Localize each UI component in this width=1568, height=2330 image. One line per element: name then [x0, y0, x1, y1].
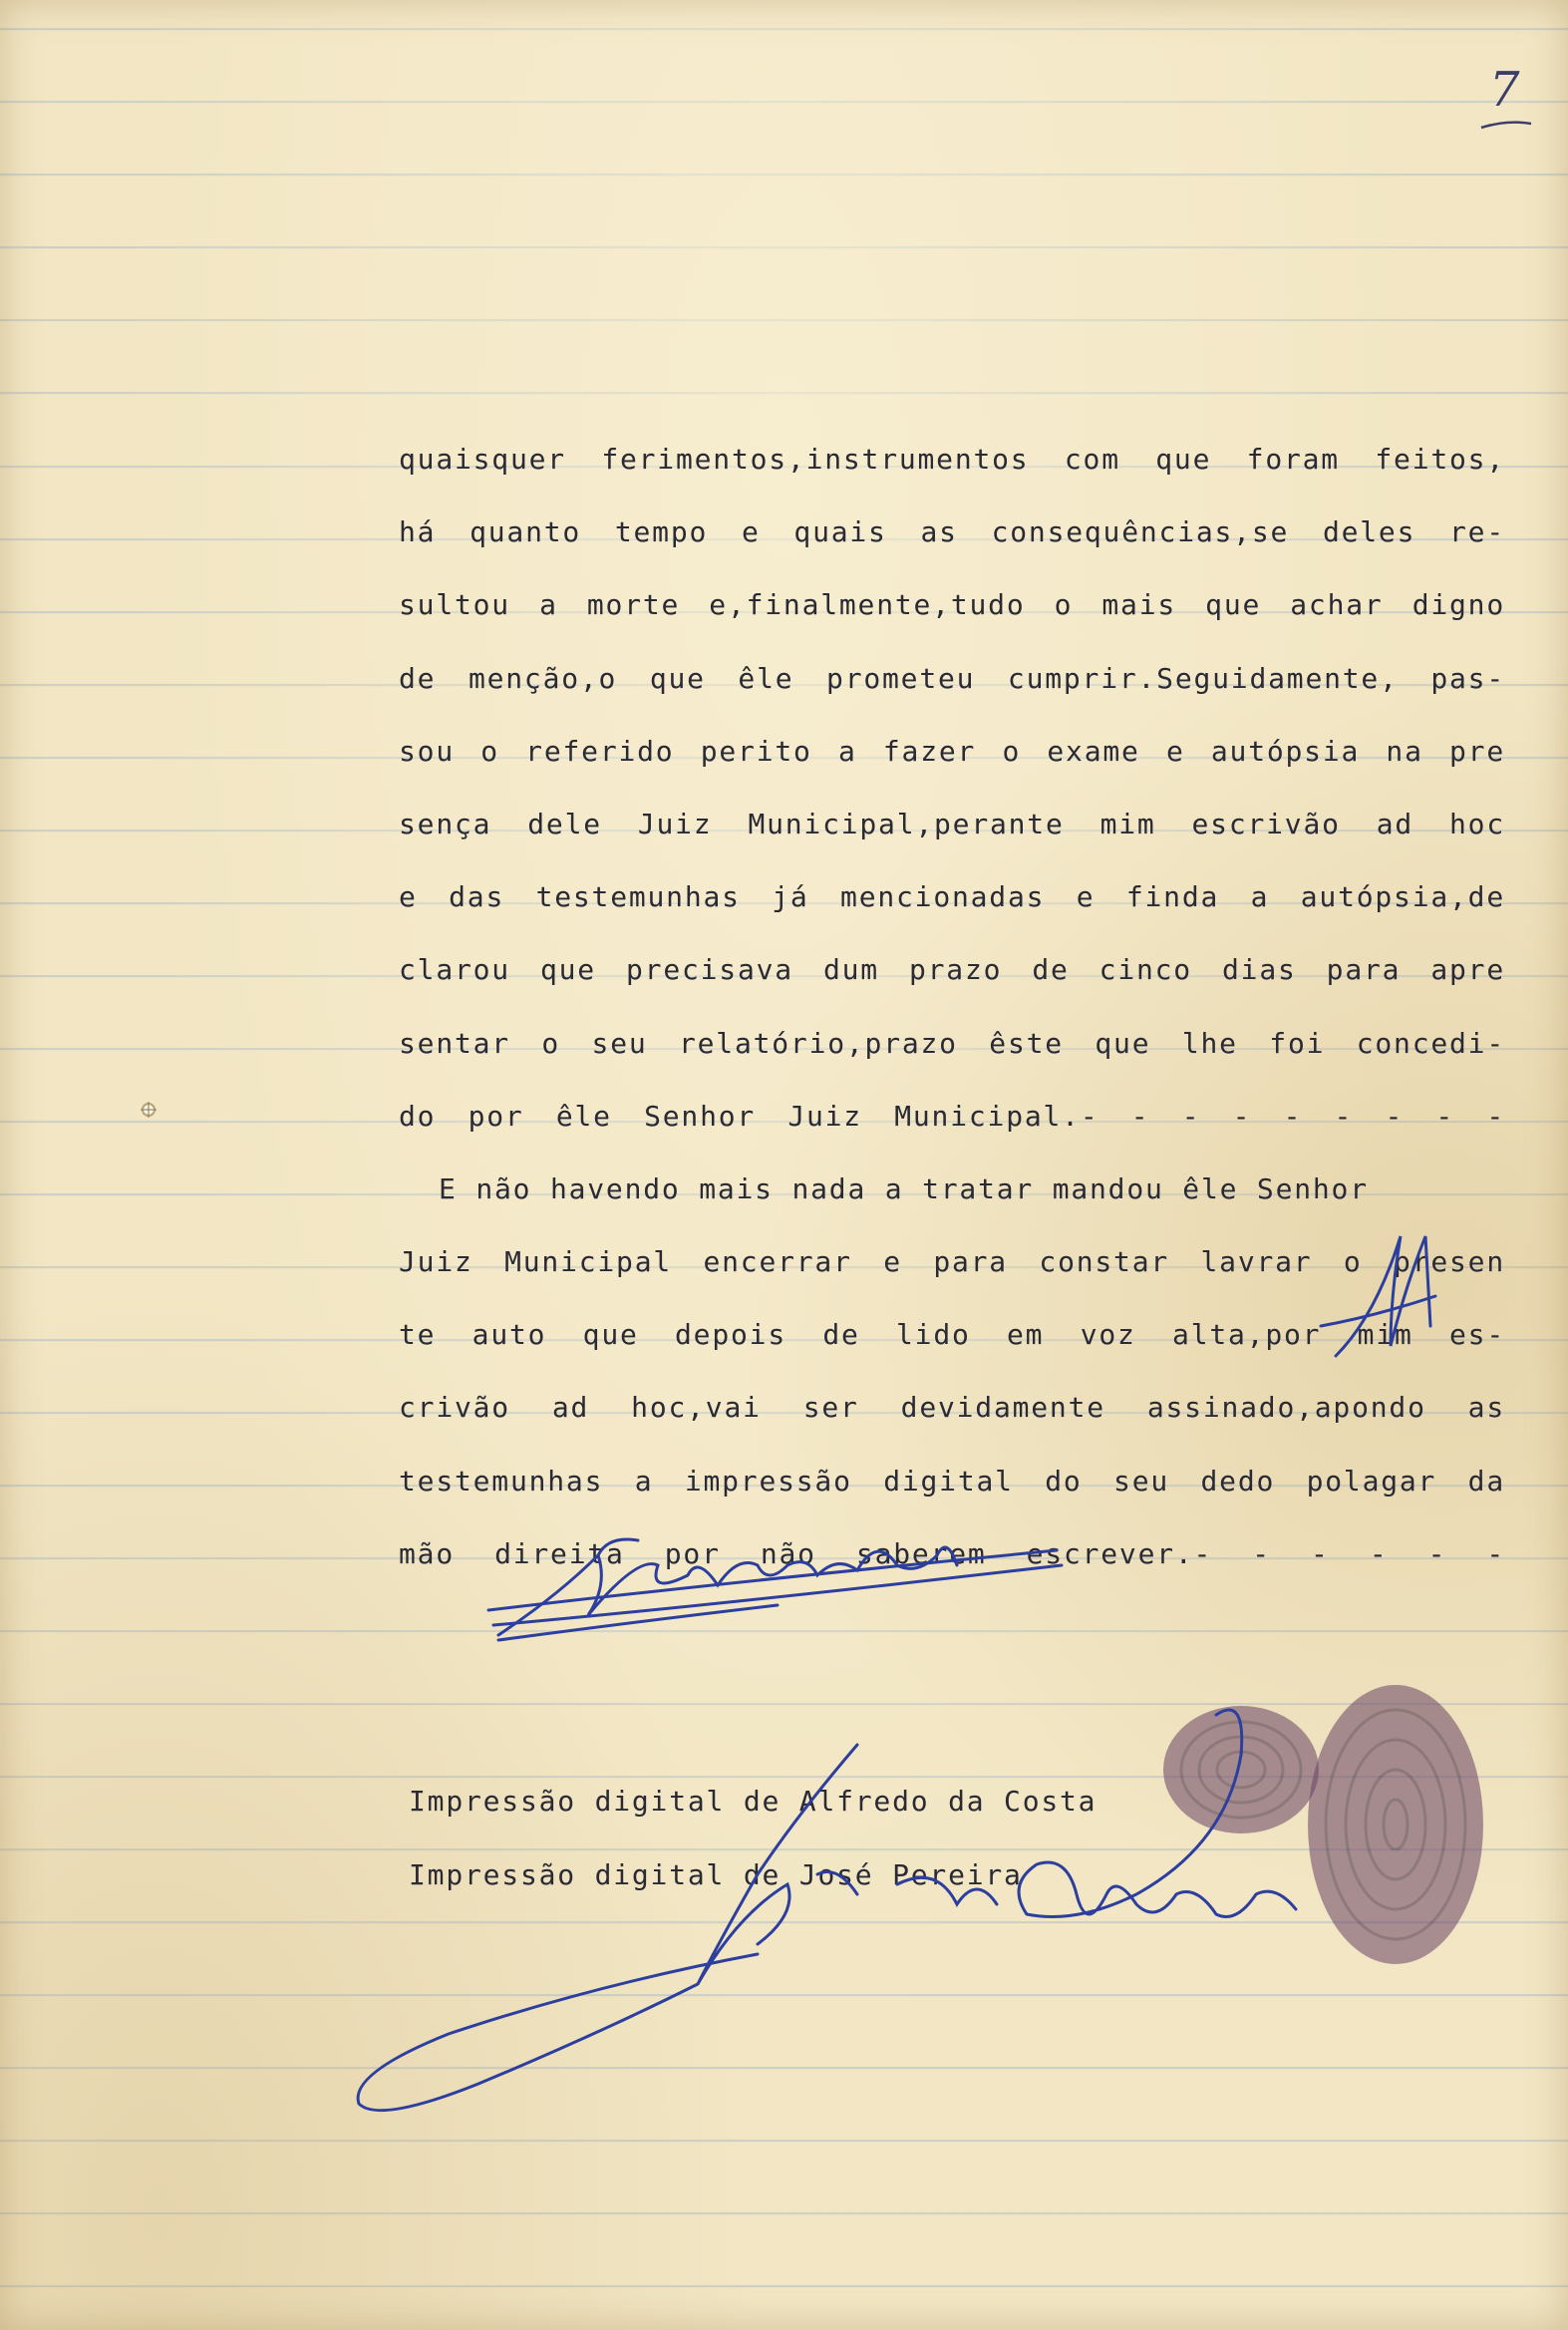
body-line: e das testemunhas já mencionadas e finda a autópsia,de: [399, 880, 1505, 914]
body-line: sentar o seu relatório,prazo êste que lhe foi concedi-: [399, 1026, 1505, 1060]
fingerprint-alfredo: [1163, 1706, 1319, 1833]
fingerprint-caption: Impressão digital de Alfredo da Costa: [409, 1785, 1098, 1818]
body-line: sultou a morte e,finalmente,tudo o mais que achar digno: [399, 588, 1505, 622]
body-line: te auto que depois de lido em voz alta,por mim es-: [399, 1318, 1505, 1352]
pin-hole-mark: [138, 1099, 159, 1121]
body-line: mão direita por não saberem escrever.- - - - - -: [399, 1536, 1505, 1570]
body-line: E não havendo mais nada a tratar mandou êle Senhor: [439, 1171, 1369, 1205]
body-line: do por êle Senhor Juiz Municipal.- - - - - - - - -: [399, 1099, 1505, 1133]
page-number: 7: [1489, 62, 1520, 118]
fingerprint-jose: [1308, 1685, 1483, 1964]
body-line: crivão ad hoc,vai ser devidamente assinado,apondo as: [399, 1391, 1505, 1425]
fingerprint-caption: Impressão digital de José Pereira: [409, 1858, 1023, 1891]
body-line: quaisquer ferimentos,instrumentos com que foram feitos,: [399, 443, 1505, 476]
fingerprint-caption-block: [409, 1765, 1097, 1912]
body-line: testemunhas a impressão digital do seu dedo polagar da: [399, 1464, 1505, 1498]
body-line: Juiz Municipal encerrar e para constar lavrar o presen: [399, 1245, 1505, 1279]
body-line: há quanto tempo e quais as consequências,se deles re-: [399, 515, 1505, 549]
body-line: de menção,o que êle prometeu cumprir.Seguidamente, pas-: [399, 661, 1505, 695]
body-line: clarou que precisava dum prazo de cinco dias para apre: [399, 953, 1505, 987]
typed-body-text: [399, 423, 1505, 1590]
page-number-underline: [1479, 118, 1533, 132]
body-line: sou o referido perito a fazer o exame e autópsia na pre: [399, 734, 1505, 768]
body-line: sença dele Juiz Municipal,perante mim escrivão ad hoc: [399, 807, 1505, 840]
